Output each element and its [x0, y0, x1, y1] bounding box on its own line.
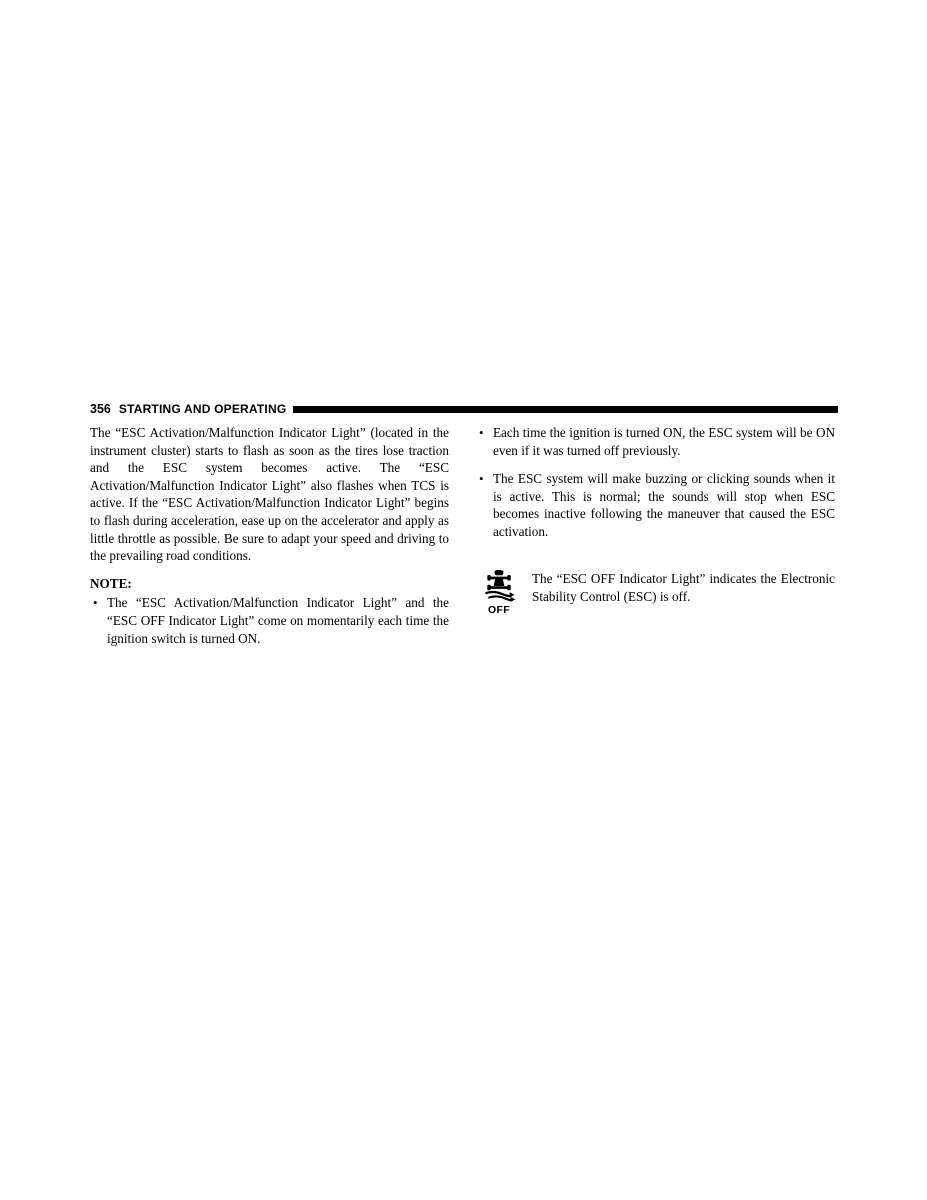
esc-activation-paragraph: The “ESC Activation/Malfunction Indicator Light” (located in the instrument cluster) starts to flash as soon as the tires lose traction and the ESC system becomes active. The “ESC Activation/Malfunction Indicator Light” also flashes when TCS is active. If the “ESC Activation/Malfunction Indicator Light” begins to flash during acceleration, ease up on the accelerator and apply as little throttle as possible. Be sure to adapt your speed and driving to the prevailing road conditions.	[90, 425, 449, 564]
esc-off-icon-label: OFF	[488, 604, 510, 616]
list-item	[476, 424, 835, 459]
right-bullet-list	[476, 424, 835, 541]
left-column	[90, 424, 449, 647]
left-bullet-list	[90, 594, 449, 647]
esc-off-description: The “ESC OFF Indicator Light” indicates the Electronic Stability Control (ESC) is off.	[532, 571, 835, 604]
bullet-icon: •	[479, 425, 484, 440]
page-number: 356	[90, 402, 111, 416]
list-item	[476, 470, 835, 540]
esc-off-indicator-icon	[476, 570, 522, 616]
list-item-text: The “ESC Activation/Malfunction Indicator Light” and the “ESC OFF Indicator Light” come on momentarily each time the ignition switch is turned ON.	[107, 595, 449, 646]
bullet-icon: •	[479, 471, 484, 487]
right-column	[476, 424, 835, 541]
list-item-text: The ESC system will make buzzing or clicking sounds when it is active. This is normal; the sounds will stop when ESC becomes inactive following the maneuver that caused the ESC activation.	[493, 471, 835, 539]
section-title: STARTING AND OPERATING	[118, 402, 287, 416]
esc-off-telltale-block	[476, 568, 835, 616]
list-item	[90, 594, 449, 647]
bullet-icon: •	[93, 595, 98, 611]
list-item-text: Each time the ignition is turned ON, the ESC system will be ON even if it was turned off previously.	[493, 425, 835, 458]
page-header	[90, 401, 838, 417]
note-heading: NOTE:	[90, 575, 132, 591]
header-rule	[293, 406, 838, 413]
